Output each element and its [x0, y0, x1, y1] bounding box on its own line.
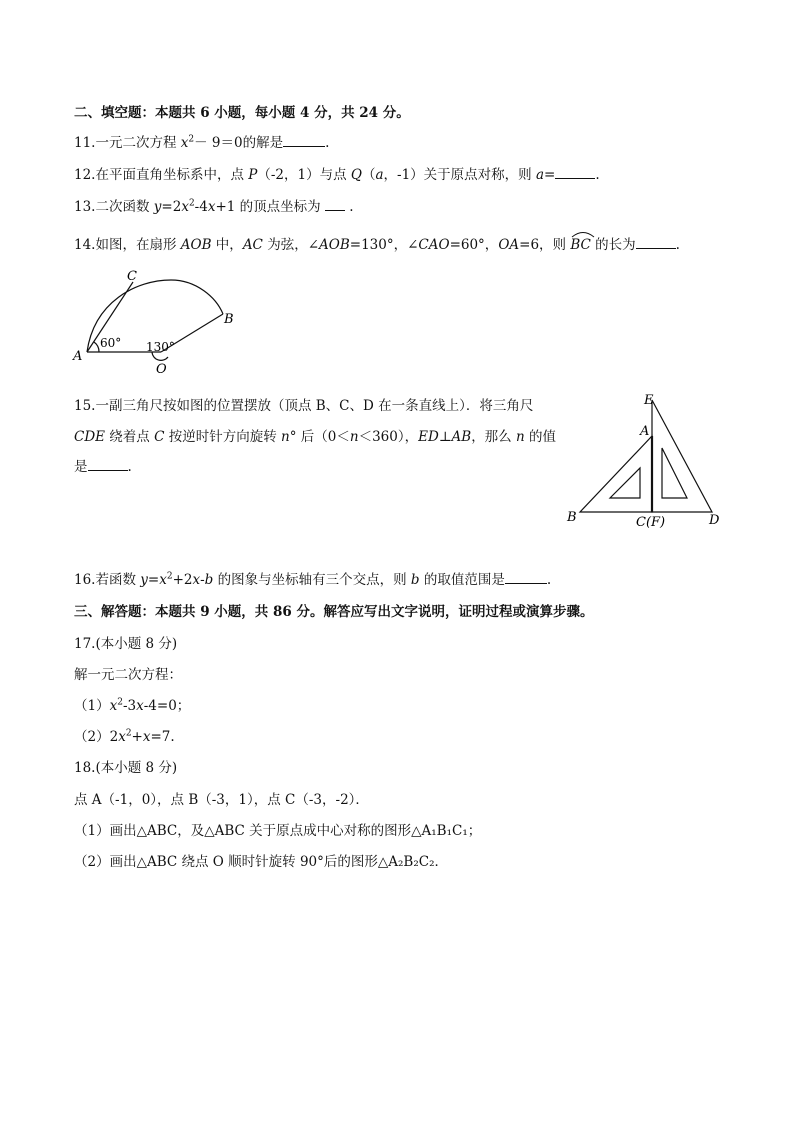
label-cf: C(F) — [636, 515, 666, 530]
q13-text: =2 — [161, 199, 182, 215]
q12-text: = — [544, 167, 556, 183]
arc-bc-text: BC — [570, 237, 591, 253]
q14-var: CAO — [418, 237, 450, 253]
q17-var: x — [109, 698, 118, 714]
q14-var: AC — [242, 237, 263, 253]
q15-text: ⊥ — [438, 429, 452, 445]
q16-var: b — [204, 572, 214, 588]
q15-text: ° 后（0＜ — [289, 429, 350, 445]
q16-end: . — [546, 572, 552, 588]
q16-text: +2 — [172, 572, 193, 588]
q13-text: 13.二次函数 — [74, 199, 154, 215]
triangle-abc-cutout — [610, 468, 640, 498]
label-d: D — [709, 513, 720, 528]
q14-text: =60°， — [449, 237, 499, 253]
q14-text: 的长为 — [590, 237, 636, 253]
q17-sup: 2 — [117, 697, 123, 708]
answer-blank — [88, 458, 128, 471]
triangle-abc — [580, 436, 652, 512]
q14-text: =130°，∠ — [349, 237, 419, 253]
set-squares-figure — [560, 390, 730, 530]
question-15-line-2 — [74, 428, 556, 446]
q13-sup: 2 — [188, 198, 195, 209]
q15-text: 是 — [74, 459, 88, 475]
q15-text: 的值 — [524, 429, 556, 445]
q14-text: =6，则 — [519, 237, 571, 253]
part-label: （2） — [74, 729, 110, 745]
q12-point-p: P — [248, 167, 258, 183]
q13-var: x — [207, 199, 216, 215]
angle-o-value: 130° — [146, 340, 175, 354]
question-12 — [74, 166, 600, 184]
q17-var: x — [118, 729, 126, 745]
q14-text: 中， — [211, 237, 243, 253]
q11-end: . — [325, 135, 330, 151]
q15-var: C — [154, 429, 165, 445]
q12-text: （ — [361, 167, 376, 183]
q13-text: +1 的顶点坐标为 — [215, 199, 321, 215]
label-b: B — [567, 510, 577, 525]
q17-sup: 2 — [125, 728, 132, 739]
q15-text: ＜360）， — [358, 429, 419, 445]
q17-text: 2 — [109, 729, 119, 745]
question-15-line-3 — [74, 458, 132, 476]
answer-blank — [636, 236, 676, 249]
question-15-line-1: 15.一副三角尺按如图的位置摆放（顶点 B、C、D 在一条直线上）．将三角尺 — [74, 398, 534, 414]
q15-text: 按逆时针方向旋转 — [164, 429, 282, 445]
q12-end: . — [595, 167, 600, 183]
question-17-intro: 解一元二次方程： — [74, 667, 182, 683]
q12-var-a: a — [375, 167, 384, 183]
answer-blank — [555, 166, 595, 179]
label-c: C — [127, 269, 137, 284]
q17-text: + — [131, 729, 143, 745]
q15-var: n — [281, 429, 290, 445]
label-e: E — [644, 393, 654, 408]
q15-var: CDE — [74, 429, 106, 445]
q14-text: 为弦，∠ — [262, 237, 320, 253]
q17-text: -4=0； — [143, 698, 191, 714]
q12-var-a: a — [535, 167, 545, 183]
answer-blank — [283, 134, 325, 147]
q14-var: AOB — [319, 237, 350, 253]
triangle-cde-cutout — [662, 448, 687, 498]
question-11 — [74, 134, 329, 152]
q17-text: -3 — [122, 698, 137, 714]
arc-symbol — [570, 230, 596, 238]
angle-mark-a — [94, 342, 99, 352]
question-16 — [74, 571, 551, 589]
q11-text: 11.一元二次方程 — [74, 135, 181, 151]
question-17-part-2 — [74, 728, 175, 746]
q16-text: 16.若函数 — [74, 572, 141, 588]
question-17-part-1 — [74, 697, 190, 715]
q15-var: n — [515, 429, 525, 445]
q16-var: x — [159, 572, 167, 588]
question-14 — [74, 234, 680, 254]
question-18-part-2: （2）画出△ABC 绕点 O 顺时针旋转 90°后的图形△A₂B₂C₂． — [74, 854, 448, 870]
q12-text: 12.在平面直角坐标系中，点 — [74, 167, 249, 183]
q11-text-rest: － 9＝0的解是 — [194, 135, 284, 151]
q16-text: = — [147, 572, 160, 588]
label-a: A — [73, 349, 83, 364]
q14-end: . — [675, 237, 680, 253]
q14-var: OA — [498, 237, 520, 253]
angle-a-value: 60° — [100, 336, 122, 350]
q16-var: b — [410, 572, 420, 588]
q17-var: x — [136, 698, 144, 714]
question-17-title: 17.(本小题 8 分) — [74, 636, 178, 652]
q15-var: AB — [451, 429, 472, 445]
section-2-heading: 二、填空题：本题共 6 小题，每小题 4 分，共 24 分。 — [74, 105, 410, 121]
q13-text: -4 — [194, 199, 208, 215]
arc-bc-label — [570, 234, 591, 254]
label-o: O — [156, 362, 167, 377]
answer-blank — [505, 571, 547, 584]
q15-var: n — [349, 429, 359, 445]
triangle-cde — [652, 400, 712, 512]
q16-text: 的取值范围是 — [419, 572, 505, 588]
question-18-title: 18.(本小题 8 分) — [74, 760, 178, 776]
q14-var: AOB — [180, 237, 212, 253]
q15-var: ED — [418, 429, 439, 445]
q17-var: x — [142, 729, 151, 745]
sector-figure — [66, 262, 246, 378]
q13-var: x — [181, 199, 189, 215]
q15-end: . — [127, 459, 132, 475]
q12-text: （-2，1）与点 — [257, 167, 351, 183]
part-label: （1） — [74, 698, 110, 714]
q13-end: . — [349, 199, 354, 215]
q12-point-q: Q — [350, 167, 362, 183]
q13-var: y — [153, 199, 162, 215]
answer-blank — [325, 198, 345, 211]
q16-text: 的图象与坐标轴有三个交点，则 — [213, 572, 411, 588]
q14-text: 14.如图，在扇形 — [74, 237, 181, 253]
q11-sup: 2 — [188, 134, 195, 145]
q15-text: ，那么 — [471, 429, 516, 445]
q17-text: =7. — [150, 729, 175, 745]
q16-var: x — [192, 572, 201, 588]
label-a: A — [640, 424, 650, 439]
label-b: B — [224, 312, 234, 327]
q15-text: 绕着点 — [105, 429, 155, 445]
question-18-part-1: （1）画出△ABC，及△ABC 关于原点成中心对称的图形△A₁B₁C₁； — [74, 823, 482, 839]
question-13 — [74, 198, 354, 216]
q12-text: ，-1）关于原点对称，则 — [383, 167, 536, 183]
q16-text: - — [200, 572, 205, 588]
q11-var: x — [180, 135, 189, 151]
question-18-points: 点 A（-1，0），点 B（-3，1），点 C（-3，-2）． — [74, 792, 369, 808]
q16-var: y — [140, 572, 148, 588]
q16-sup: 2 — [166, 571, 173, 582]
section-3-heading: 三、解答题：本题共 9 小题，共 86 分。解答应写出文字说明，证明过程或演算步骤。 — [74, 604, 594, 620]
